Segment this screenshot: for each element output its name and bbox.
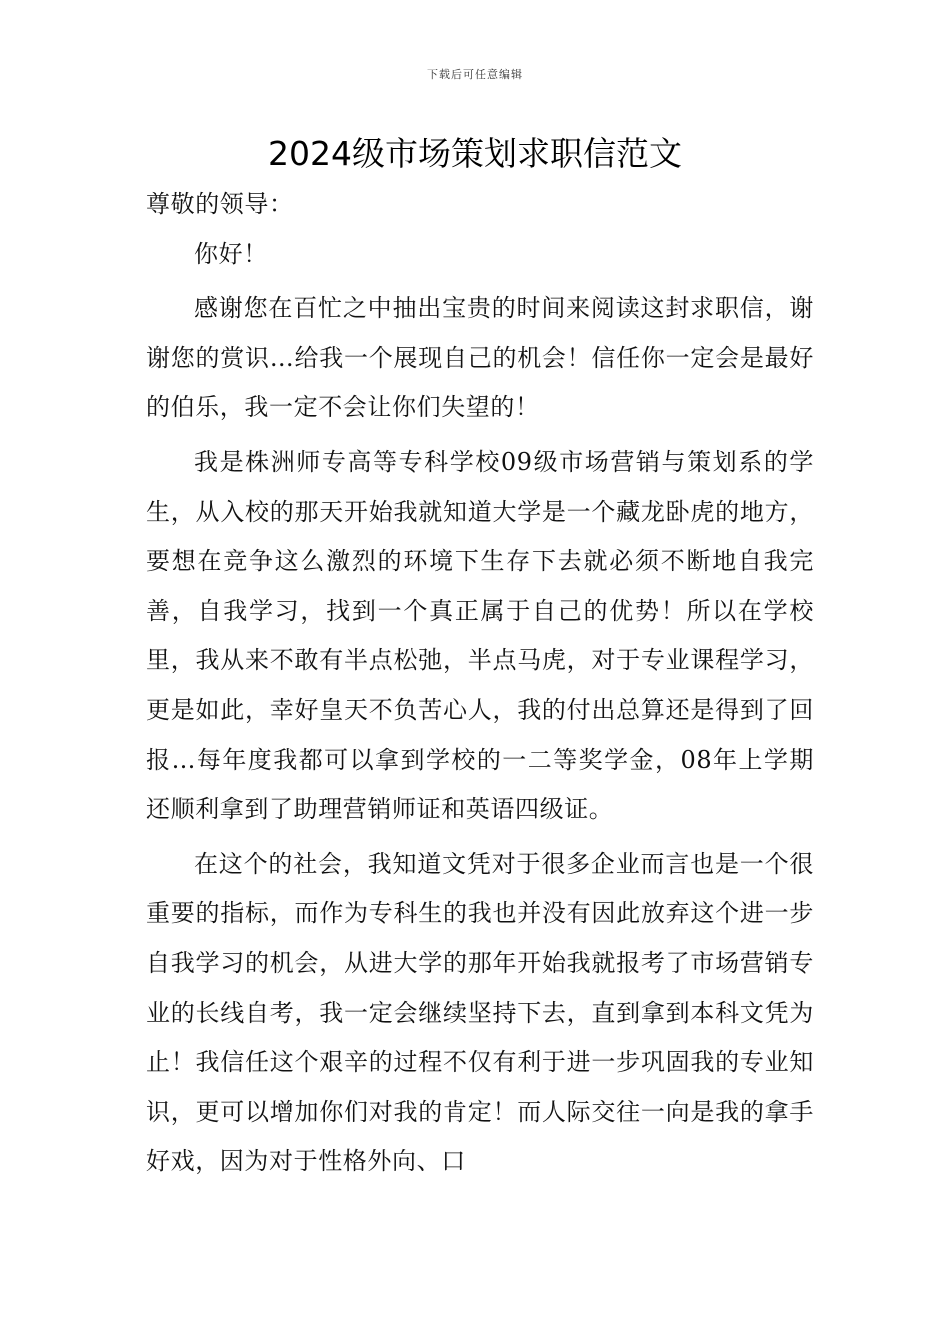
paragraph-education: 我是株洲师专高等专科学校09级市场营销与策划系的学生，从入校的那天开始我就知道大学是一个藏龙卧虎的地方，要想在竞争这么激烈的环境下生存下去就必须不断地自我完善，自我学习，找到一个真正属于自己的优势！所以在学校里，我从来不敢有半点松弛，半点马虎，对于专业课程学习，更是如此，幸好皇天不负苦心人，我的付出总算还是得到了回报…每年度我都可以拿到学校的一二等奖学金，08年上学期还顺利拿到了助理营销师证和英语四级证。 — [146, 447, 814, 824]
paragraph-gratitude: 感谢您在百忙之中抽出宝贵的时间来阅读这封求职信，谢谢您的赏识…给我一个展现自己的机会！信任你一定会是最好的伯乐，我一定不会让你们失望的！ — [146, 294, 814, 422]
salutation: 尊敬的领导： — [146, 190, 294, 218]
paragraph-self-study: 在这个的社会，我知道文凭对于很多企业而言也是一个很重要的指标，而作为专科生的我也并没有因此放弃这个进一步自我学习的机会，从进大学的那年开始我就报考了市场营销专业的长线自考，我一定会继续坚持下去，直到拿到本科文凭为止！我信任这个艰辛的过程不仅有利于进一步巩固我的专业知识，更可以增加你们对我的肯定！而人际交往一向是我的拿手好戏，因为对于性格外向、口 — [146, 849, 814, 1176]
greeting: 你好！ — [194, 239, 268, 268]
letter-body — [146, 180, 814, 1192]
page-title: 2024级市场策划求职信范文 — [268, 134, 682, 173]
header-note: 下载后可任意编辑 — [427, 68, 523, 81]
